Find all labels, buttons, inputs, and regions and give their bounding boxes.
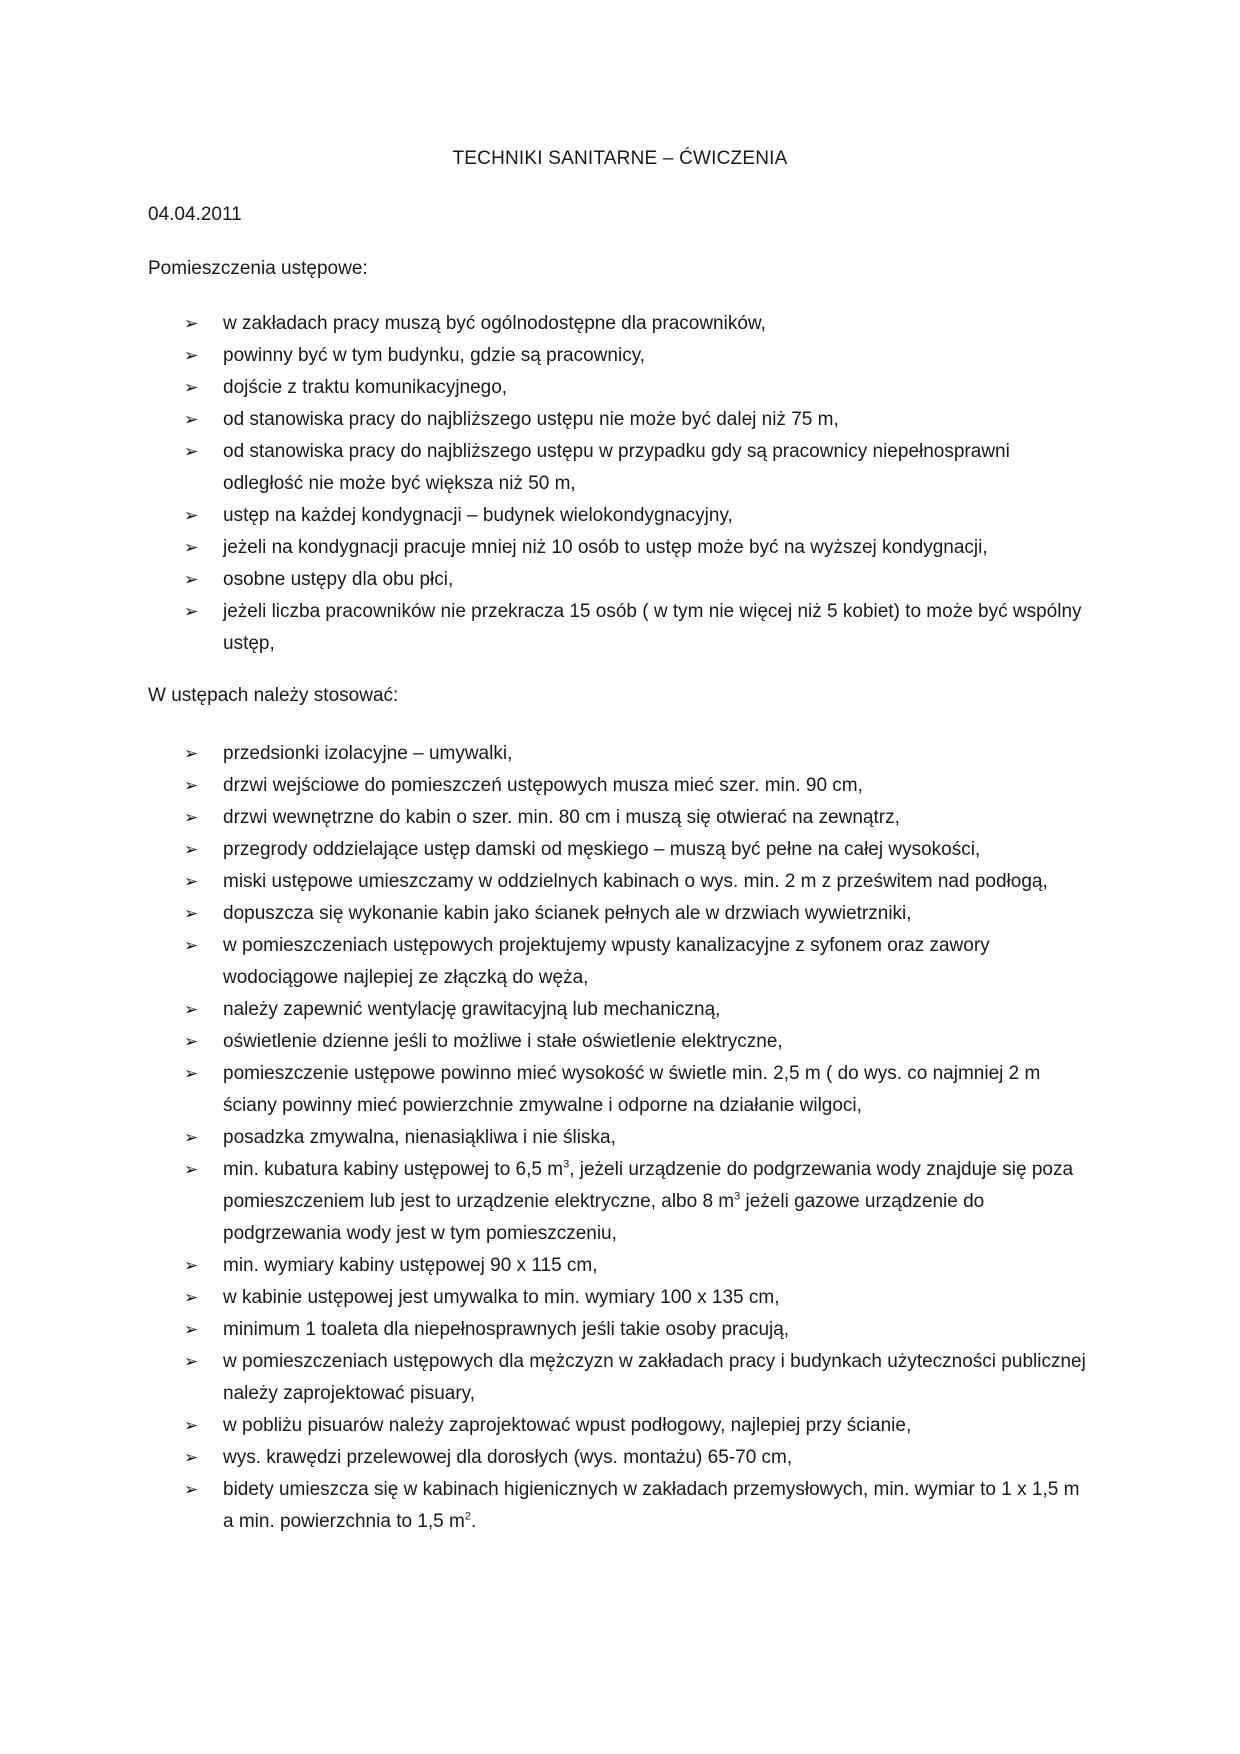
- arrow-bullet-icon: ➢: [184, 872, 199, 892]
- list-item: [0, 596, 1240, 660]
- list-item: [0, 770, 1240, 802]
- arrow-bullet-icon: ➢: [184, 744, 199, 764]
- superscript: 3: [563, 1158, 570, 1171]
- arrow-bullet-icon: ➢: [184, 570, 199, 590]
- arrow-bullet-icon: ➢: [184, 346, 199, 366]
- list-item: [0, 1410, 1240, 1442]
- arrow-bullet-icon: ➢: [184, 1352, 199, 1372]
- list-item-text: w zakładach pracy muszą być ogólnodostępne dla pracowników,: [223, 313, 766, 334]
- list-item-text: ustęp na każdej kondygnacji – budynek wielokondygnacyjny,: [223, 505, 733, 526]
- list-item-text: przedsionki izolacyjne – umywalki,: [223, 743, 513, 764]
- section-heading-requirements: W ustępach należy stosować:: [148, 685, 399, 706]
- list-item-text: jeżeli liczba pracowników nie przekracza 15 osób ( w tym nie więcej niż 5 kobiet) to może być wspólny ustęp,: [223, 601, 1082, 654]
- list-item: [0, 1026, 1240, 1058]
- list-item: [0, 898, 1240, 930]
- list-item-text: w pomieszczeniach ustępowych dla mężczyzn w zakładach pracy i budynkach użyteczności publicznej należy zaprojektować pisuary,: [223, 1351, 1086, 1404]
- arrow-bullet-icon: ➢: [184, 506, 199, 526]
- list-item: [0, 834, 1240, 866]
- list-item-text: [223, 1479, 1079, 1532]
- list-item: [0, 1442, 1240, 1474]
- superscript: 2: [464, 1510, 471, 1523]
- arrow-bullet-icon: ➢: [184, 410, 199, 430]
- list-item: [0, 532, 1240, 564]
- arrow-bullet-icon: ➢: [184, 1416, 199, 1436]
- list-item-text: osobne ustępy dla obu płci,: [223, 569, 454, 590]
- list-item-text: od stanowiska pracy do najbliższego ustępu w przypadku gdy są pracownicy niepełnosprawni odległość nie może być większa niż 50 m,: [223, 441, 1010, 494]
- arrow-bullet-icon: ➢: [184, 1000, 199, 1020]
- arrow-bullet-icon: ➢: [184, 602, 199, 622]
- section-heading-toilets: Pomieszczenia ustępowe:: [148, 258, 368, 279]
- list-item: [0, 1250, 1240, 1282]
- list-item-text: przegrody oddzielające ustęp damski od męskiego – muszą być pełne na całej wysokości,: [223, 839, 981, 860]
- arrow-bullet-icon: ➢: [184, 314, 199, 334]
- text-run: bidety umieszcza się w kabinach higienicznych w zakładach przemysłowych, min. wymiar to 1 x 1,5 m a min. powierzchnia to 1,5 m: [223, 1479, 1080, 1532]
- list-item: [0, 1058, 1240, 1122]
- arrow-bullet-icon: ➢: [184, 1288, 199, 1308]
- arrow-bullet-icon: ➢: [184, 904, 199, 924]
- list-item-text: dojście z traktu komunikacyjnego,: [223, 377, 508, 398]
- bullet-list-requirements: [0, 738, 1240, 1538]
- list-item-text: w kabinie ustępowej jest umywalka to min. wymiary 100 x 135 cm,: [223, 1287, 780, 1308]
- list-item: [0, 372, 1240, 404]
- arrow-bullet-icon: ➢: [184, 1480, 199, 1500]
- list-item: [0, 340, 1240, 372]
- list-item-text: minimum 1 toaleta dla niepełnosprawnych jeśli takie osoby pracują,: [223, 1319, 790, 1340]
- text-run: min. kubatura kabiny ustępowej to 6,5 m: [223, 1159, 564, 1180]
- list-item: [0, 308, 1240, 340]
- list-item-text: posadzka zmywalna, nienasiąkliwa i nie śliska,: [223, 1127, 616, 1148]
- arrow-bullet-icon: ➢: [184, 936, 199, 956]
- document-date: 04.04.2011: [148, 204, 242, 225]
- list-item: [0, 1282, 1240, 1314]
- arrow-bullet-icon: ➢: [184, 776, 199, 796]
- list-item: [0, 500, 1240, 532]
- list-item-text: powinny być w tym budynku, gdzie są pracownicy,: [223, 345, 646, 366]
- list-item-text: drzwi wejściowe do pomieszczeń ustępowych musza mieć szer. min. 90 cm,: [223, 775, 863, 796]
- list-item: [0, 1122, 1240, 1154]
- list-item: [0, 1154, 1240, 1250]
- arrow-bullet-icon: ➢: [184, 442, 199, 462]
- arrow-bullet-icon: ➢: [184, 1032, 199, 1052]
- arrow-bullet-icon: ➢: [184, 378, 199, 398]
- arrow-bullet-icon: ➢: [184, 538, 199, 558]
- list-item: [0, 564, 1240, 596]
- list-item-text: miski ustępowe umieszczamy w oddzielnych kabinach o wys. min. 2 m z prześwitem nad podłogą,: [223, 871, 1048, 892]
- list-item-text: dopuszcza się wykonanie kabin jako ścianek pełnych ale w drzwiach wywietrzniki,: [223, 903, 912, 924]
- list-item: [0, 436, 1240, 500]
- list-item-text: od stanowiska pracy do najbliższego ustępu nie może być dalej niż 75 m,: [223, 409, 839, 430]
- arrow-bullet-icon: ➢: [184, 840, 199, 860]
- arrow-bullet-icon: ➢: [184, 1064, 199, 1084]
- list-item: [0, 1314, 1240, 1346]
- list-item: [0, 404, 1240, 436]
- document-title: TECHNIKI SANITARNE – ĆWICZENIA: [452, 148, 788, 169]
- list-item-text: w pobliżu pisuarów należy zaprojektować wpust podłogowy, najlepiej przy ścianie,: [223, 1415, 912, 1436]
- arrow-bullet-icon: ➢: [184, 1256, 199, 1276]
- list-item-text: drzwi wewnętrzne do kabin o szer. min. 80 cm i muszą się otwierać na zewnątrz,: [223, 807, 900, 828]
- list-item: [0, 866, 1240, 898]
- list-item: [0, 930, 1240, 994]
- list-item-text: jeżeli na kondygnacji pracuje mniej niż 10 osób to ustęp może być na wyższej kondygnacji,: [223, 537, 988, 558]
- arrow-bullet-icon: ➢: [184, 1160, 199, 1180]
- list-item: [0, 738, 1240, 770]
- text-run: jeżeli gazowe urządzenie do podgrzewania wody jest w tym pomieszczeniu,: [223, 1191, 985, 1244]
- list-item: [0, 1346, 1240, 1410]
- list-item-text: [223, 1159, 1073, 1244]
- list-item-text: wys. krawędzi przelewowej dla dorosłych (wys. montażu) 65-70 cm,: [223, 1447, 793, 1468]
- bullet-list-toilets: [0, 308, 1240, 660]
- text-run: , jeżeli urządzenie do podgrzewania wody znajduje się poza pomieszczeniem lub jest to urządzenie elektryczne, albo 8 m: [223, 1159, 1074, 1212]
- arrow-bullet-icon: ➢: [184, 1448, 199, 1468]
- list-item: [0, 994, 1240, 1026]
- list-item-text: w pomieszczeniach ustępowych projektujemy wpusty kanalizacyjne z syfonem oraz zawory wodociągowe najlepiej ze złączką do węża,: [223, 935, 990, 988]
- list-item-text: należy zapewnić wentylację grawitacyjną lub mechaniczną,: [223, 999, 721, 1020]
- arrow-bullet-icon: ➢: [184, 1320, 199, 1340]
- list-item: [0, 802, 1240, 834]
- list-item: [0, 1474, 1240, 1538]
- text-run: .: [470, 1511, 477, 1532]
- superscript: 3: [734, 1190, 741, 1203]
- arrow-bullet-icon: ➢: [184, 808, 199, 828]
- arrow-bullet-icon: ➢: [184, 1128, 199, 1148]
- list-item-text: min. wymiary kabiny ustępowej 90 x 115 cm,: [223, 1255, 598, 1276]
- list-item-text: pomieszczenie ustępowe powinno mieć wysokość w świetle min. 2,5 m ( do wys. co najmniej 2 m ściany powinny mieć powierzchnie zmywalne i odporne na działanie wilgoci,: [223, 1063, 1041, 1116]
- list-item-text: oświetlenie dzienne jeśli to możliwe i stałe oświetlenie elektryczne,: [223, 1031, 783, 1052]
